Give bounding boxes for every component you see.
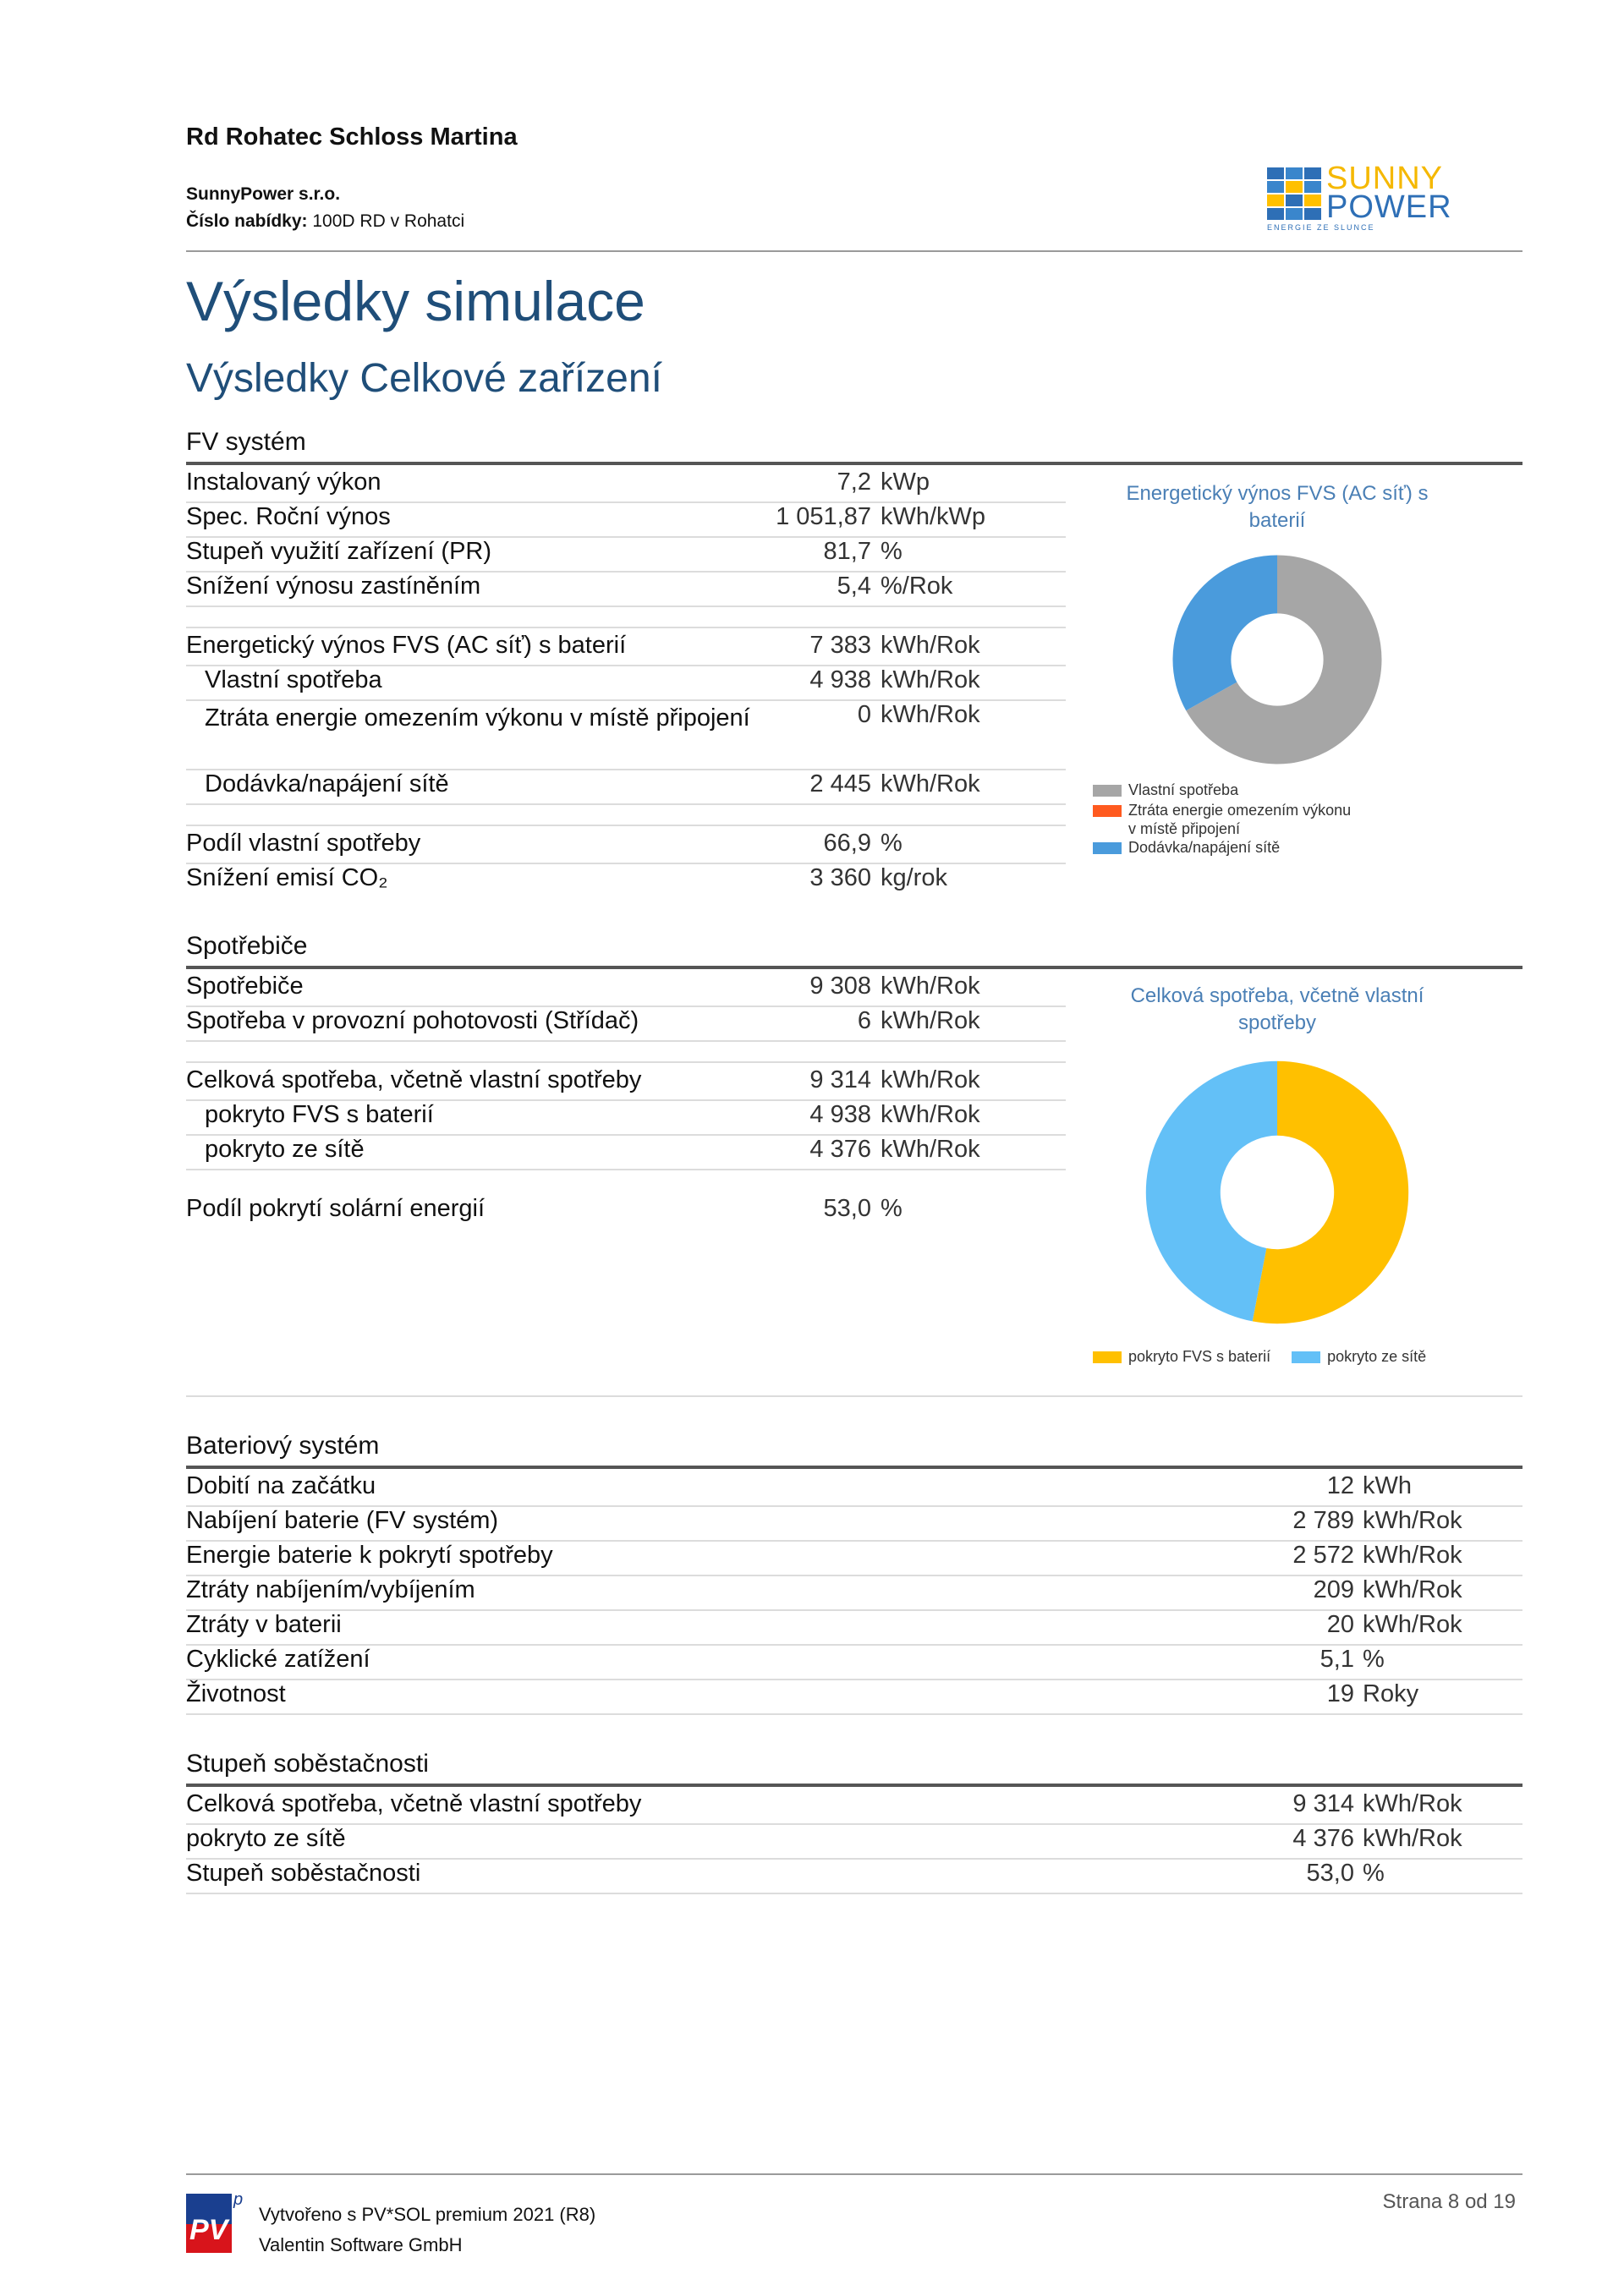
- legend-swatch: [1093, 1351, 1122, 1363]
- row-spacer: [186, 627, 1066, 628]
- legend-item-continued: v místě připojení: [1128, 820, 1241, 837]
- table-row: Celková spotřeba, včetně vlastní spotřeby 9 314 kWh/Rok: [186, 1065, 1066, 1101]
- table-row: Vlastní spotřeba 4 938 kWh/Rok: [186, 665, 1066, 701]
- legend-item: Dodávka/napájení sítě: [1093, 839, 1448, 859]
- footer-vendor: Valentin Software GmbH: [259, 2234, 463, 2255]
- pvsol-logo: [186, 2190, 245, 2253]
- table-row: Dodávka/napájení sítě 2 445 kWh/Rok: [186, 769, 1066, 805]
- solar-panel-icon: [1267, 167, 1321, 220]
- table-row: Celková spotřeba, včetně vlastní spotřeby 9 314 kWh/Rok: [186, 1789, 1522, 1825]
- logo-word-power: POWER: [1326, 189, 1452, 225]
- chart-divider: [186, 1395, 1522, 1397]
- page-title: Výsledky simulace: [186, 270, 645, 332]
- legend-item: pokryto ze sítě: [1292, 1348, 1426, 1365]
- table-row: Cyklické zatížení 5,1 %: [186, 1644, 1522, 1680]
- offer-number: [186, 211, 464, 232]
- legend-item: Ztráta energie omezením výkonu: [1093, 802, 1448, 820]
- table-row: Ztráty v baterii 20 kWh/Rok: [186, 1609, 1522, 1646]
- chart-title-yield: Energetický výnos FVS (AC síť) s baterií: [1126, 482, 1429, 532]
- table-row: Podíl pokrytí solární energií 53,0 %: [186, 1195, 903, 1222]
- table-row: Snížení emisí CO₂ 3 360 kg/rok: [186, 864, 947, 891]
- footer-created-with: Vytvořeno s PV*SOL premium 2021 (R8): [259, 2204, 596, 2225]
- table-row: Stupeň využití zařízení (PR) 81,7 %: [186, 536, 1066, 573]
- donut-chart-consumption: [1142, 1057, 1413, 1328]
- row-spacer: [186, 1061, 1066, 1063]
- project-title: Rd Rohatec Schloss Martina: [186, 123, 518, 151]
- table-row: Spotřebiče 9 308 kWh/Rok: [186, 971, 1066, 1007]
- table-row: Ztráta energie omezením výkonu v místě připojení 0 kWh/Rok: [186, 699, 1066, 770]
- table-row: pokryto FVS s baterií 4 938 kWh/Rok: [186, 1099, 1066, 1136]
- table-row: Dobití na začátku 12 kWh: [186, 1471, 1522, 1507]
- chart-legend-yield: [1093, 781, 1448, 859]
- pvsol-logo-sup: p: [233, 2190, 244, 2209]
- table-row: Energie baterie k pokrytí spotřeby 2 572 kWh/Rok: [186, 1540, 1522, 1576]
- section-heading-autarky: Stupeň soběstačnosti: [186, 1750, 429, 1778]
- company-name: SunnyPower s.r.o.: [186, 184, 341, 204]
- sunnypower-logo: [1265, 161, 1528, 235]
- logo-word-sunny: SUNNY: [1326, 161, 1444, 196]
- table-row: Energetický výnos FVS (AC síť) s baterií 7 383 kWh/Rok: [186, 630, 1066, 666]
- table-row: Snížení výnosu zastíněním 5,4 %/Rok: [186, 571, 1066, 607]
- table-row: Stupeň soběstačnosti 53,0 %: [186, 1858, 1522, 1894]
- legend-swatch: [1093, 805, 1122, 817]
- pie-slice-2: [1146, 1061, 1277, 1322]
- table-row: pokryto ze sítě 4 376 kWh/Rok: [186, 1823, 1522, 1860]
- legend-swatch: [1292, 1351, 1320, 1363]
- pie-slice-3: [1173, 556, 1278, 711]
- legend-item: Vlastní spotřeba: [1093, 781, 1448, 802]
- legend-item: pokryto FVS s baterií: [1093, 1348, 1270, 1365]
- table-row: Životnost 19 Roky: [186, 1679, 1522, 1715]
- table-row: Nabíjení baterie (FV systém) 2 789 kWh/Rok: [186, 1505, 1522, 1542]
- donut-chart-yield: [1167, 550, 1387, 770]
- table-row: Spotřeba v provozní pohotovosti (Střídač) 6 kWh/Rok: [186, 1006, 1066, 1042]
- table-row: pokryto ze sítě 4 376 kWh/Rok: [186, 1134, 1066, 1170]
- legend-swatch: [1093, 785, 1122, 797]
- section-heading-consumers: Spotřebiče: [186, 932, 308, 960]
- page-subtitle: Výsledky Celkové zařízení: [186, 356, 662, 401]
- footer-divider: [186, 2173, 1522, 2175]
- page-number: Strana 8 od 19: [1382, 2190, 1516, 2213]
- row-spacer: [186, 825, 1066, 826]
- table-row: Instalovaný výkon 7,2 kWp: [186, 467, 1066, 503]
- chart-legend-consumption: [1093, 1348, 1482, 1366]
- section-rule-autarky: [186, 1784, 1522, 1787]
- section-heading-pv: FV systém: [186, 428, 306, 456]
- section-rule-pv: [186, 462, 1522, 465]
- section-rule-consumers: [186, 966, 1522, 969]
- header-divider: [186, 250, 1522, 252]
- table-row: Podíl vlastní spotřeby 66,9 %: [186, 828, 1066, 864]
- chart-title-consumption: Celková spotřeba, včetně vlastní spotřeby: [1130, 984, 1424, 1034]
- offer-label: Číslo nabídky:: [186, 211, 308, 231]
- section-rule-battery: [186, 1466, 1522, 1469]
- offer-value: 100D RD v Rohatci: [312, 211, 465, 231]
- section-heading-battery: Bateriový systém: [186, 1432, 380, 1460]
- pvsol-logo-text: PV: [189, 2214, 228, 2246]
- table-row: Spec. Roční výnos 1 051,87 kWh/kWp: [186, 501, 1066, 538]
- table-row: Ztráty nabíjením/vybíjením 209 kWh/Rok: [186, 1575, 1522, 1611]
- logo-tagline: ENERGIE ZE SLUNCE: [1267, 223, 1375, 232]
- legend-swatch: [1093, 842, 1122, 854]
